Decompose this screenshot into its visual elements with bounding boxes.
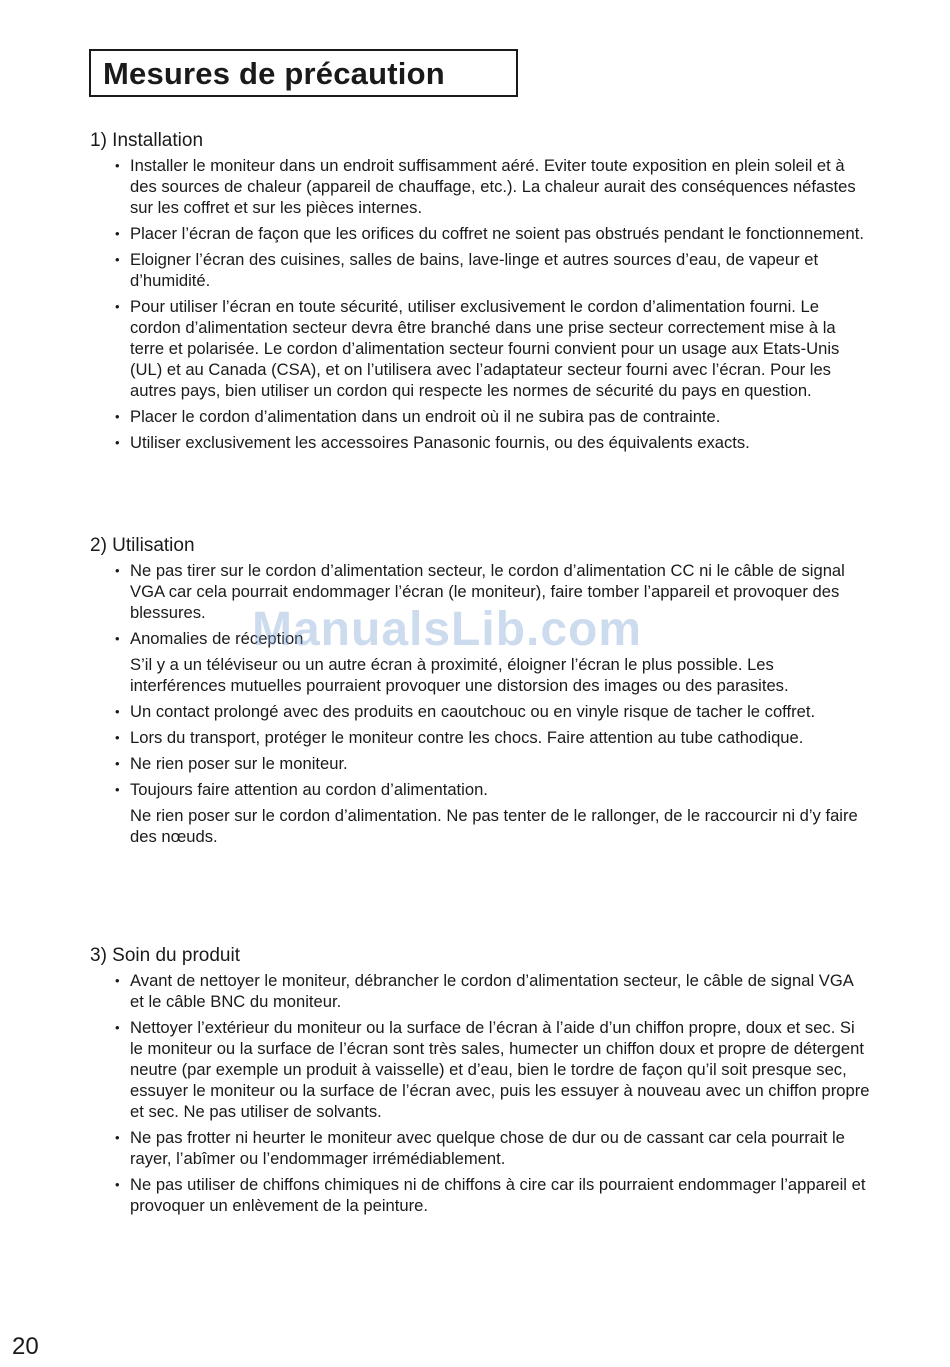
list-item: • Ne pas utiliser de chiffons chimiques ni de chiffons à cire car ils pourraient endommager l’appareil et provoquer un enlèvement de la peinture. xyxy=(115,1175,866,1215)
bullet-icon: • xyxy=(115,704,120,719)
list-item: • Placer le cordon d’alimentation dans un endroit où il ne subira pas de contrainte. xyxy=(115,407,721,426)
section-soin-du-produit xyxy=(90,945,870,1221)
list-item: • Avant de nettoyer le moniteur, débrancher le cordon d’alimentation secteur, le câble de signal VGA et le câble BNC du moniteur. xyxy=(115,971,853,1011)
section-utilisation xyxy=(90,535,870,852)
list-item: • Anomalies de réception S’il y a un téléviseur ou un autre écran à proximité, éloigner l’écran le plus possible. Les interférences mutuelles pourraient provoquer une distorsion des images ou des parasites. xyxy=(115,629,789,695)
bullet-icon: • xyxy=(115,730,120,745)
section-heading: 3) Soin du produit xyxy=(90,945,240,966)
list-item: • Installer le moniteur dans un endroit suffisamment aéré. Eviter toute exposition en plein soleil et à des sources de chaleur (appareil de chauffage, etc.). La chaleur aurait des conséquences néfastes sur les coffret et sur les pièces internes. xyxy=(115,156,856,217)
page-title: Mesures de précaution xyxy=(103,56,445,91)
list-item: • Utiliser exclusivement les accessoires Panasonic fournis, ou des équivalents exacts. xyxy=(115,433,750,452)
section-heading: 1) Installation xyxy=(90,130,204,151)
list-item: • Pour utiliser l’écran en toute sécurité, utiliser exclusivement le cordon d’alimentation fourni. Le cordon d’alimentation secteur devra être branché dans une prise secteur correctement mise à la terre et polarisée. Le cordon d’alimentation secteur fourni convient pour un usage aux Etats-Unis (UL) et au Canada (CSA), et on l’utilisera avec l’adaptateur secteur fourni avec l’écran. Pour les autres pays, bien utiliser un cordon qui respecte les normes de sécurité du pays en question. xyxy=(115,297,840,400)
list-item: • Ne rien poser sur le moniteur. xyxy=(115,754,348,773)
list-item: • Ne pas tirer sur le cordon d’alimentation secteur, le cordon d’alimentation CC ni le câble de signal VGA car cela pourrait endommager l’écran (le moniteur), faire tomber l’appareil et provoquer des blessures. xyxy=(115,561,845,622)
page-number: 20 xyxy=(12,1333,39,1360)
bullet-icon: • xyxy=(115,1130,120,1145)
bullet-icon: • xyxy=(115,782,120,797)
bullet-icon: • xyxy=(115,299,120,314)
bullet-list xyxy=(90,560,870,847)
bullet-icon: • xyxy=(115,1020,120,1035)
bullet-icon: • xyxy=(115,409,120,424)
list-item: • Nettoyer l’extérieur du moniteur ou la surface de l’écran à l’aide d’un chiffon propre, doux et sec. Si le moniteur ou la surface de l’écran sont très sales, humecter un chiffon doux et propre de détergent neutre (par exemple un produit à vaisselle) et d’eau, bien le tordre de façon qu’il soit presque sec, essuyer le moniteur ou la surface de l’écran avec, puis les essuyer à nouveau avec un chiffon propre et sec. Ne pas utiliser de solvants. xyxy=(115,1018,870,1121)
bullet-list xyxy=(90,155,870,453)
watermark: ManualsLib.com xyxy=(252,603,643,656)
list-item: • Lors du transport, protéger le moniteur contre les chocs. Faire attention au tube cathodique. xyxy=(115,728,804,747)
bullet-icon: • xyxy=(115,252,120,267)
list-item: • Eloigner l’écran des cuisines, salles de bains, lave-linge et autres sources d’eau, de vapeur et d’humidité. xyxy=(115,250,819,290)
bullet-icon: • xyxy=(115,563,120,578)
list-item: • Placer l’écran de façon que les orifices du coffret ne soient pas obstrués pendant le fonctionnement. xyxy=(115,224,864,243)
bullet-list xyxy=(90,970,870,1216)
list-item: • Toujours faire attention au cordon d’alimentation. Ne rien poser sur le cordon d’alimentation. Ne pas tenter de le rallonger, de le raccourcir ni d’y faire des nœuds. xyxy=(115,780,858,846)
bullet-icon: • xyxy=(115,756,120,771)
bullet-icon: • xyxy=(115,631,120,646)
bullet-icon: • xyxy=(115,435,120,450)
bullet-icon: • xyxy=(115,1177,120,1192)
section-installation xyxy=(90,130,870,458)
bullet-icon: • xyxy=(115,226,120,241)
bullet-icon: • xyxy=(115,158,120,173)
bullet-icon: • xyxy=(115,973,120,988)
list-item: • Ne pas frotter ni heurter le moniteur avec quelque chose de dur ou de cassant car cela pourrait le rayer, l’abîmer ou l’endommager irrémédiablement. xyxy=(115,1128,845,1168)
title-box xyxy=(89,49,518,97)
section-heading: 2) Utilisation xyxy=(90,535,195,556)
list-item: • Un contact prolongé avec des produits en caoutchouc ou en vinyle risque de tacher le coffret. xyxy=(115,702,816,721)
